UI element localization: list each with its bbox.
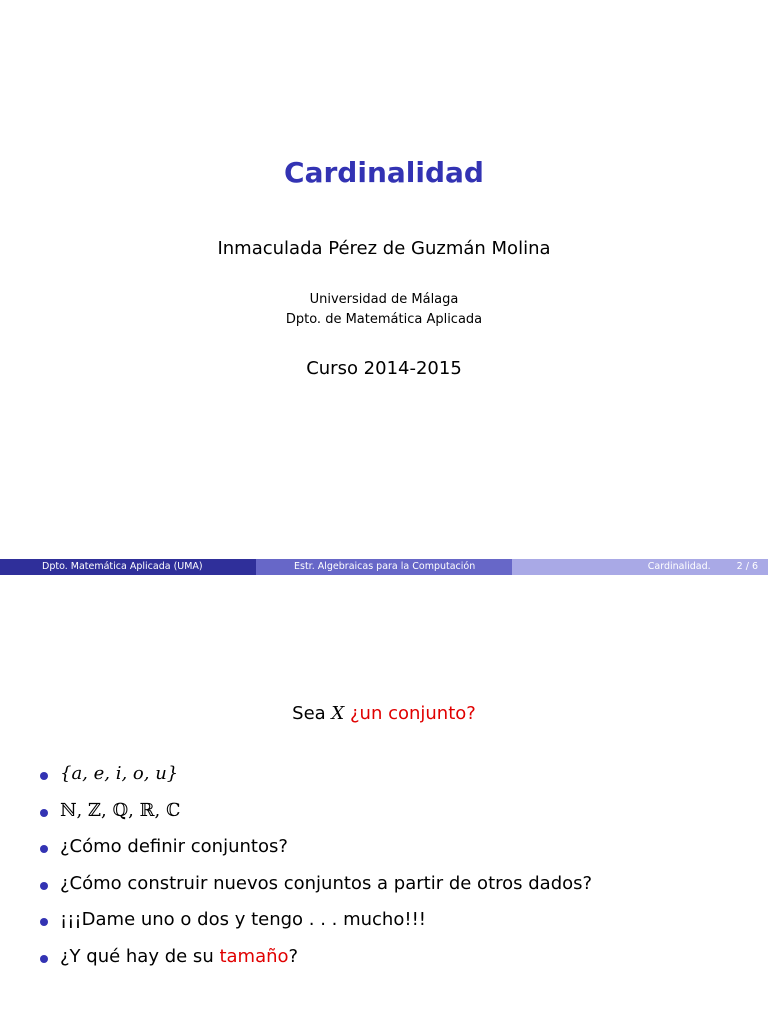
list-item [40, 836, 592, 873]
footer-course: Estr. Algebraicas para la Computación [256, 559, 512, 575]
footer-institution: Dpto. Matemática Aplicada (UMA) [0, 559, 256, 575]
item-text: {a, e, i, o, u} [60, 763, 179, 784]
item-suffix: ? [288, 945, 299, 967]
bullet-icon [40, 809, 48, 817]
list-item [40, 946, 592, 983]
item-text: ¡¡¡Dame uno o dos y tengo . . . mucho!!! [60, 909, 427, 930]
bullet-icon [40, 918, 48, 926]
content-slide [0, 576, 768, 1024]
bullet-icon [40, 845, 48, 853]
frame-heading [0, 703, 768, 724]
heading-prefix: Sea [292, 703, 332, 724]
item-alert: tamaño [219, 945, 289, 967]
item-prefix: ¿Y qué hay de su [60, 945, 220, 967]
heading-alert: ¿un conjunto? [349, 703, 476, 724]
presentation-title: Cardinalidad [284, 156, 484, 189]
item-text [60, 946, 298, 967]
author-name: Inmaculada Pérez de Guzmán Molina [217, 238, 551, 259]
department-name: Dpto. de Matemática Aplicada [285, 312, 483, 327]
slide-footer [0, 559, 768, 575]
footer-short-title: Cardinalidad. [647, 561, 711, 572]
list-item [40, 873, 592, 910]
page-number: 2 / 6 [736, 561, 758, 572]
list-item [40, 800, 592, 837]
item-text: ℕ, ℤ, ℚ, ℝ, ℂ [60, 799, 181, 821]
item-text: ¿Cómo definir conjuntos? [60, 836, 288, 857]
item-text: ¿Cómo construir nuevos conjuntos a partir de otros dados? [60, 872, 593, 894]
bullet-icon [40, 772, 48, 780]
heading-variable: X [331, 703, 345, 724]
list-item [40, 763, 592, 800]
bullet-icon [40, 955, 48, 963]
institution-name: Universidad de Málaga [309, 292, 459, 307]
footer-title-page [512, 559, 768, 575]
list-item [40, 909, 592, 946]
institution-block [0, 290, 768, 330]
bullet-list [40, 763, 592, 982]
bullet-icon [40, 882, 48, 890]
course-date: Curso 2014-2015 [306, 358, 462, 379]
